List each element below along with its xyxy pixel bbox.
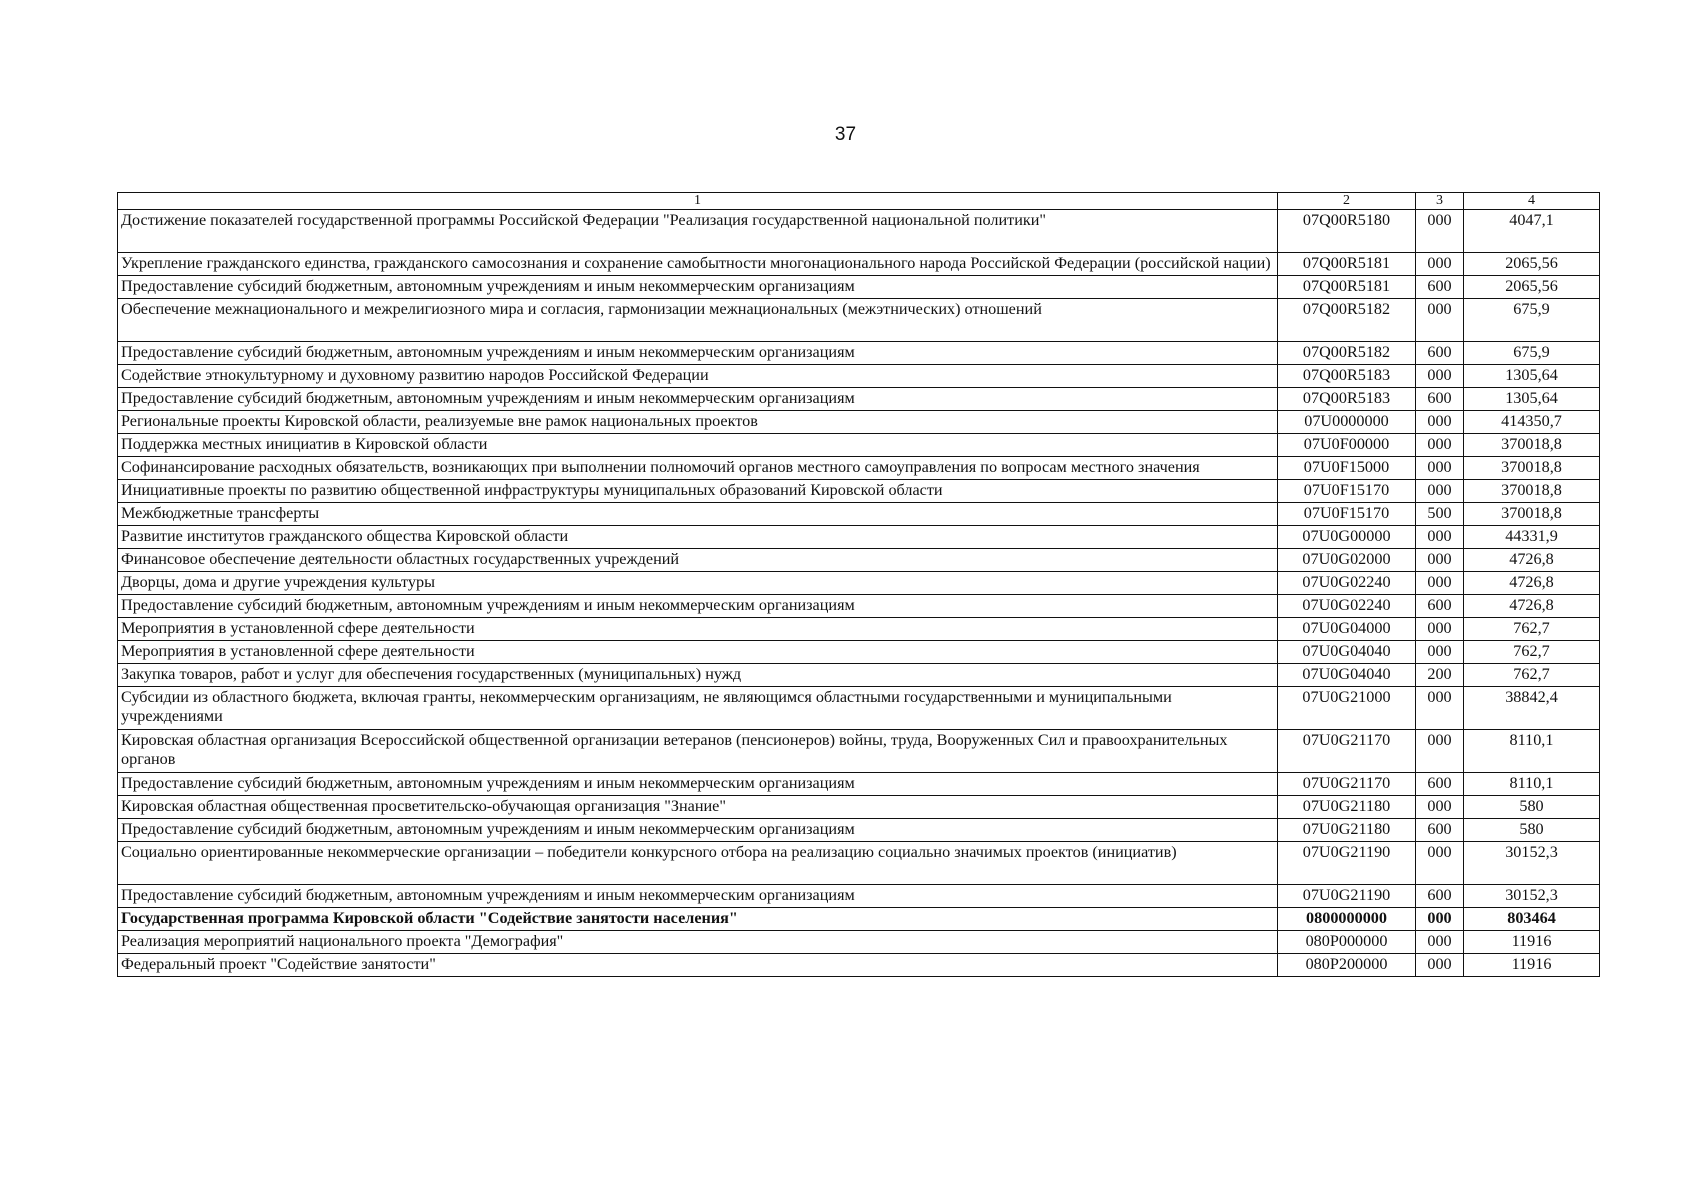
cell-code: 07U0G02240 — [1278, 595, 1416, 618]
cell-code: 07U0G02240 — [1278, 572, 1416, 595]
cell-code: 07U0G04000 — [1278, 618, 1416, 641]
cell-code: 07U0F15170 — [1278, 503, 1416, 526]
cell-expense-type: 000 — [1416, 796, 1464, 819]
cell-code: 07U0G21190 — [1278, 885, 1416, 908]
cell-name: Обеспечение межнационального и межрелигиозного мира и согласия, гармонизации межнациональных (межэтнических) отношений — [118, 299, 1278, 342]
cell-amount: 370018,8 — [1464, 480, 1600, 503]
table-row — [118, 730, 1600, 773]
table-row — [118, 595, 1600, 618]
table-row — [118, 618, 1600, 641]
cell-name: Мероприятия в установленной сфере деятельности — [118, 618, 1278, 641]
cell-name: Поддержка местных инициатив в Кировской области — [118, 434, 1278, 457]
cell-name: Предоставление субсидий бюджетным, автономным учреждениям и иным некоммерческим организациям — [118, 595, 1278, 618]
cell-name: Субсидии из областного бюджета, включая гранты, некоммерческим организациям, не являющимся областными государственными и муниципальными учреждениями — [118, 687, 1278, 730]
cell-amount: 370018,8 — [1464, 434, 1600, 457]
cell-expense-type: 000 — [1416, 411, 1464, 434]
cell-code: 07U0F15170 — [1278, 480, 1416, 503]
cell-amount: 414350,7 — [1464, 411, 1600, 434]
table-row — [118, 641, 1600, 664]
cell-code: 07Q00R5182 — [1278, 342, 1416, 365]
table-row — [118, 480, 1600, 503]
cell-amount: 2065,56 — [1464, 276, 1600, 299]
table-row — [118, 885, 1600, 908]
cell-name: Развитие институтов гражданского общества Кировской области — [118, 526, 1278, 549]
cell-code: 07U0G21190 — [1278, 842, 1416, 885]
cell-code: 07Q00R5182 — [1278, 299, 1416, 342]
table-row — [118, 434, 1600, 457]
table-row — [118, 908, 1600, 931]
header-col-3: 3 — [1416, 193, 1464, 210]
cell-expense-type: 000 — [1416, 480, 1464, 503]
cell-code: 07U0G21180 — [1278, 819, 1416, 842]
cell-name: Софинансирование расходных обязательств, возникающих при выполнении полномочий органов местного самоуправления по вопросам местного значения — [118, 457, 1278, 480]
cell-code: 080P200000 — [1278, 954, 1416, 977]
cell-amount: 4047,1 — [1464, 210, 1600, 253]
cell-name: Кировская областная общественная просветительско-обучающая организация "Знание" — [118, 796, 1278, 819]
cell-code: 07U0F00000 — [1278, 434, 1416, 457]
cell-expense-type: 600 — [1416, 388, 1464, 411]
cell-amount: 38842,4 — [1464, 687, 1600, 730]
cell-expense-type: 600 — [1416, 773, 1464, 796]
cell-amount: 580 — [1464, 796, 1600, 819]
budget-table — [117, 192, 1600, 977]
cell-name: Государственная программа Кировской области "Содействие занятости населения" — [118, 908, 1278, 931]
cell-amount: 762,7 — [1464, 664, 1600, 687]
cell-name: Кировская областная организация Всероссийской общественной организации ветеранов (пенсионеров) войны, труда, Вооруженных Сил и правоохранительных органов — [118, 730, 1278, 773]
cell-code: 07U0F15000 — [1278, 457, 1416, 480]
cell-code: 07Q00R5181 — [1278, 276, 1416, 299]
cell-name: Финансовое обеспечение деятельности областных государственных учреждений — [118, 549, 1278, 572]
cell-expense-type: 000 — [1416, 457, 1464, 480]
cell-expense-type: 600 — [1416, 342, 1464, 365]
cell-name: Мероприятия в установленной сфере деятельности — [118, 641, 1278, 664]
cell-name: Достижение показателей государственной программы Российской Федерации "Реализация государственной национальной политики" — [118, 210, 1278, 253]
table-row — [118, 842, 1600, 885]
cell-amount: 1305,64 — [1464, 365, 1600, 388]
cell-code: 07U0G02000 — [1278, 549, 1416, 572]
cell-name: Содействие этнокультурному и духовному развитию народов Российской Федерации — [118, 365, 1278, 388]
header-col-2: 2 — [1278, 193, 1416, 210]
cell-expense-type: 000 — [1416, 572, 1464, 595]
cell-code: 07U0G21170 — [1278, 773, 1416, 796]
cell-expense-type: 000 — [1416, 730, 1464, 773]
cell-amount: 8110,1 — [1464, 773, 1600, 796]
cell-expense-type: 000 — [1416, 842, 1464, 885]
cell-amount: 762,7 — [1464, 618, 1600, 641]
cell-name: Укрепление гражданского единства, гражданского самосознания и сохранение самобытности многонационального народа Российской Федерации (российской нации) — [118, 253, 1278, 276]
cell-expense-type: 600 — [1416, 885, 1464, 908]
cell-code: 07Q00R5183 — [1278, 365, 1416, 388]
cell-amount: 4726,8 — [1464, 572, 1600, 595]
cell-code: 0800000000 — [1278, 908, 1416, 931]
cell-code: 07Q00R5183 — [1278, 388, 1416, 411]
cell-expense-type: 000 — [1416, 908, 1464, 931]
cell-name: Предоставление субсидий бюджетным, автономным учреждениям и иным некоммерческим организациям — [118, 388, 1278, 411]
table-row — [118, 457, 1600, 480]
cell-amount: 675,9 — [1464, 342, 1600, 365]
cell-amount: 4726,8 — [1464, 549, 1600, 572]
table-row — [118, 931, 1600, 954]
cell-code: 07U0G21180 — [1278, 796, 1416, 819]
cell-expense-type: 000 — [1416, 526, 1464, 549]
cell-name: Предоставление субсидий бюджетным, автономным учреждениям и иным некоммерческим организациям — [118, 342, 1278, 365]
cell-expense-type: 000 — [1416, 618, 1464, 641]
cell-amount: 30152,3 — [1464, 885, 1600, 908]
cell-name: Предоставление субсидий бюджетным, автономным учреждениям и иным некоммерческим организациям — [118, 276, 1278, 299]
table-row — [118, 210, 1600, 253]
cell-expense-type: 600 — [1416, 819, 1464, 842]
cell-name: Предоставление субсидий бюджетным, автономным учреждениям и иным некоммерческим организациям — [118, 819, 1278, 842]
cell-expense-type: 000 — [1416, 954, 1464, 977]
cell-expense-type: 000 — [1416, 549, 1464, 572]
header-col-4: 4 — [1464, 193, 1600, 210]
table-row — [118, 503, 1600, 526]
cell-name: Предоставление субсидий бюджетным, автономным учреждениям и иным некоммерческим организациям — [118, 773, 1278, 796]
table-row — [118, 299, 1600, 342]
table-row — [118, 365, 1600, 388]
cell-name: Предоставление субсидий бюджетным, автономным учреждениям и иным некоммерческим организациям — [118, 885, 1278, 908]
cell-code: 07U0G04040 — [1278, 641, 1416, 664]
cell-expense-type: 600 — [1416, 276, 1464, 299]
table-row — [118, 954, 1600, 977]
cell-name: Закупка товаров, работ и услуг для обеспечения государственных (муниципальных) нужд — [118, 664, 1278, 687]
cell-expense-type: 000 — [1416, 210, 1464, 253]
cell-code: 07Q00R5181 — [1278, 253, 1416, 276]
cell-amount: 762,7 — [1464, 641, 1600, 664]
page-number: 37 — [834, 124, 857, 145]
cell-expense-type: 600 — [1416, 595, 1464, 618]
cell-amount: 8110,1 — [1464, 730, 1600, 773]
cell-expense-type: 000 — [1416, 365, 1464, 388]
header-col-1: 1 — [118, 193, 1278, 210]
cell-expense-type: 000 — [1416, 434, 1464, 457]
cell-amount: 44331,9 — [1464, 526, 1600, 549]
table-body — [118, 210, 1600, 977]
cell-name: Социально ориентированные некоммерческие организации – победители конкурсного отбора на реализацию социально значимых проектов (инициатив) — [118, 842, 1278, 885]
cell-name: Межбюджетные трансферты — [118, 503, 1278, 526]
cell-amount: 803464 — [1464, 908, 1600, 931]
cell-expense-type: 000 — [1416, 641, 1464, 664]
table-row — [118, 388, 1600, 411]
table-row — [118, 819, 1600, 842]
table-row — [118, 276, 1600, 299]
table-header-row — [118, 193, 1600, 210]
cell-expense-type: 200 — [1416, 664, 1464, 687]
cell-code: 07Q00R5180 — [1278, 210, 1416, 253]
table-row — [118, 796, 1600, 819]
table-row — [118, 342, 1600, 365]
cell-code: 07U0G04040 — [1278, 664, 1416, 687]
cell-name: Дворцы, дома и другие учреждения культуры — [118, 572, 1278, 595]
table-row — [118, 687, 1600, 730]
cell-name: Инициативные проекты по развитию общественной инфраструктуры муниципальных образований Кировской области — [118, 480, 1278, 503]
cell-expense-type: 000 — [1416, 931, 1464, 954]
cell-code: 07U0000000 — [1278, 411, 1416, 434]
cell-expense-type: 000 — [1416, 687, 1464, 730]
cell-amount: 2065,56 — [1464, 253, 1600, 276]
cell-amount: 370018,8 — [1464, 457, 1600, 480]
cell-name: Реализация мероприятий национального проекта "Демография" — [118, 931, 1278, 954]
cell-expense-type: 500 — [1416, 503, 1464, 526]
cell-amount: 675,9 — [1464, 299, 1600, 342]
cell-code: 07U0G00000 — [1278, 526, 1416, 549]
table-row — [118, 549, 1600, 572]
table-row — [118, 572, 1600, 595]
cell-code: 080P000000 — [1278, 931, 1416, 954]
cell-name: Федеральный проект "Содействие занятости" — [118, 954, 1278, 977]
cell-code: 07U0G21170 — [1278, 730, 1416, 773]
cell-amount: 11916 — [1464, 954, 1600, 977]
cell-expense-type: 000 — [1416, 253, 1464, 276]
cell-amount: 11916 — [1464, 931, 1600, 954]
table-row — [118, 664, 1600, 687]
table-row — [118, 253, 1600, 276]
cell-amount: 1305,64 — [1464, 388, 1600, 411]
table-row — [118, 526, 1600, 549]
table-row — [118, 773, 1600, 796]
cell-amount: 370018,8 — [1464, 503, 1600, 526]
cell-amount: 580 — [1464, 819, 1600, 842]
table-row — [118, 411, 1600, 434]
cell-amount: 30152,3 — [1464, 842, 1600, 885]
cell-name: Региональные проекты Кировской области, реализуемые вне рамок национальных проектов — [118, 411, 1278, 434]
cell-code: 07U0G21000 — [1278, 687, 1416, 730]
cell-expense-type: 000 — [1416, 299, 1464, 342]
cell-amount: 4726,8 — [1464, 595, 1600, 618]
